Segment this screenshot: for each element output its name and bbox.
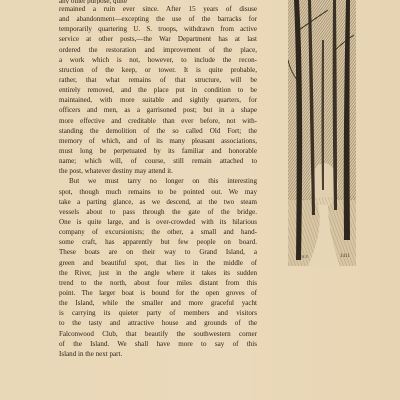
text-line: vessels about to pass through the gate of the bridge. [59, 207, 257, 216]
text-line: the post, whatever destiny may attend it. [59, 167, 173, 176]
text-line: Island in the next part. [59, 349, 123, 358]
text-line: standing the demolition of the so called Old Fort; the [59, 126, 257, 135]
text-line: a work which is not, however, to include the recon- [59, 55, 257, 64]
text-line: the River, just in the angle where it takes its sudden [59, 268, 257, 277]
text-line: But we must tarry no longer on this interesting [69, 177, 257, 186]
text-line: These boats are on their way to Grand Island, a [59, 248, 257, 257]
text-column [59, 0, 257, 359]
plate-number: 1411 [340, 254, 350, 259]
text-line: green and beautiful spot, that lies in the middle of [59, 258, 257, 267]
text-line: maintained, with more suitable and sightly quarters, for [59, 96, 257, 105]
text-line: take a parting glance, as we descend, at the two steam [59, 197, 257, 206]
text-line: rather, that what remains of that structure, will be [59, 75, 257, 84]
svg-text:C.A.V.: C.A.V. [298, 254, 309, 259]
text-line: remained a ruin ever since. After 15 years of disuse [59, 5, 257, 13]
text-line: to the tasty and attractive house and grounds of the [59, 319, 257, 328]
text-line: ordered the restoration and improvement of the place, [59, 45, 257, 54]
text-line: struction of the keep, or tower. It is quite probable, [59, 65, 257, 74]
text-line: and abandonment—excepting the use of the barracks for [59, 15, 257, 24]
engraving-illustration [288, 0, 356, 266]
text-line: service at other posts,—the War Department has at last [59, 35, 257, 44]
text-line: point. The larger boat is bound for the open groves of [59, 288, 257, 297]
text-line: some craft, has apparently but few people on board. [59, 238, 257, 247]
text-line: entirely removed, and the place put in condition to be [59, 86, 257, 95]
text-line: company of excursionists; the other, a small and hand- [59, 228, 257, 237]
text-line: One is quite large, and is over-crowded with its hilarious [59, 217, 257, 226]
text-line: the Island, while the smaller and more graceful yacht [59, 299, 257, 308]
text-line: temporarily quartering U. S. troops, withdrawn from active [59, 25, 257, 34]
text-line: name; which will, of course, still remain attached to [59, 157, 257, 166]
wooded-path-engraving [288, 0, 356, 266]
text-line: Falconwood Club, that beautify the southwestern corner [59, 329, 257, 338]
text-line: is carrying its quieter party of members and visitors [59, 309, 257, 318]
text-line: spot, though much remains to be pointed out. We may [59, 187, 257, 196]
text-line: any other purpose, quite [59, 0, 128, 4]
text-line: more effective and creditable than ever before, not with- [59, 116, 257, 125]
text-line: trend to the north, about four miles distant from this [59, 278, 257, 287]
text-line: memory of which, and of its many pleasant associations, [59, 136, 257, 145]
text-line: officers and men, as a garrisoned post; but in a shape [59, 106, 257, 115]
text-line: must long be perpetuated by its familiar and honorable [59, 146, 257, 155]
text-line: of the Island. We shall have more to say of this [59, 339, 257, 348]
